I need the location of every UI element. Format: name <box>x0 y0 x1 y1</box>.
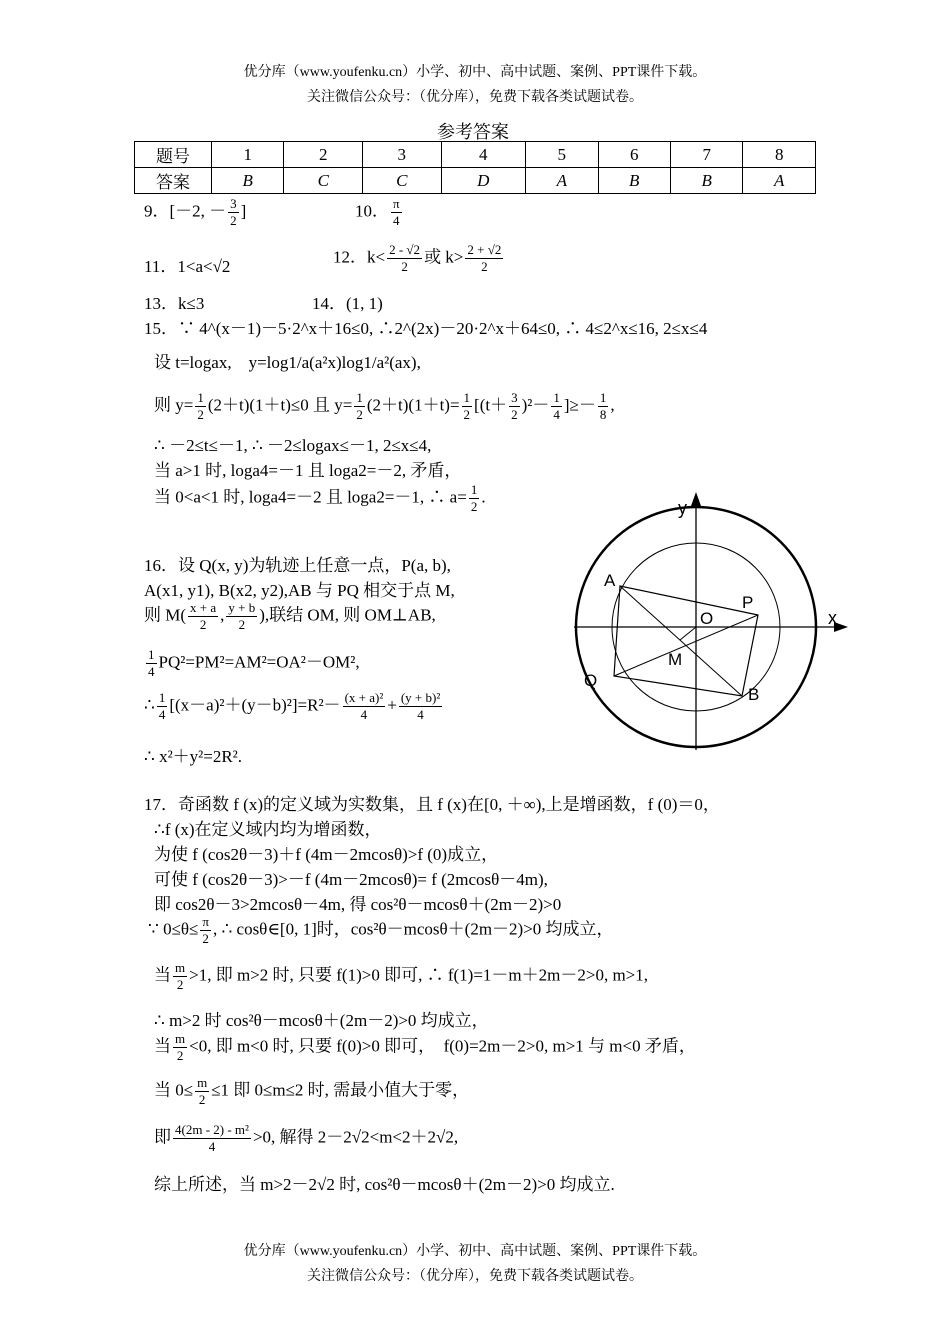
table-cell: 7 <box>670 142 742 168</box>
table-cell: B <box>598 168 670 194</box>
q17-line-9: 当 $\frac{m}{2}$ <0, 即 m<0 时, 只要 f(0)>0 即可， f(0)=2m－2>0, m>1 与 m<0 矛盾， <box>154 1031 696 1063</box>
q17-line-5: 即 cos2θ－3>2mcosθ－4m, 得 cos²θ－mcosθ＋(2m－2)>0 <box>154 895 562 914</box>
table-row-label: 答案 <box>135 168 212 194</box>
answer-13: 13．k≤3 <box>144 294 205 313</box>
q16-line-6: ∴ x²＋y²=2R². <box>144 747 243 766</box>
q15-line-2: 设 t=logax, y=log1/a(a²x)log1/a²(ax), <box>154 353 421 372</box>
diagram-label: B <box>748 685 760 704</box>
q16-line-2: A(x1, y1), B(x2, y2),AB 与 PQ 相交于点 M, <box>144 581 455 600</box>
table-cell: D <box>441 168 526 194</box>
diagonal-pq <box>614 615 758 676</box>
diagram-label: M <box>668 650 683 669</box>
segment-om <box>680 627 696 640</box>
table-cell: C <box>363 168 442 194</box>
q15-line-4: ∴ －2≤t≤－1, ∴ －2≤logax≤－1, 2≤x≤4, <box>154 436 432 455</box>
table-cell: 4 <box>441 142 526 168</box>
q17-line-11: 即 $\frac{\text{4(2m - 2) - m²}}{4}$ >0, 解得 2－2√2<m<2＋2√2, <box>154 1122 459 1154</box>
q17-line-6: ∵ 0≤θ≤ $\frac{\pi}{2}$ , ∴ cosθ∈[0, 1]时，cos²θ－mcosθ＋(2m－2)>0 均成立， <box>148 914 614 946</box>
q17-line-10: 当 0≤ $\frac{m}{2}$ ≤1 即 0≤m≤2 时, 需最小值大于零， <box>154 1075 470 1107</box>
answer-12: 12．k< $\frac{2 - √2}{2}$ 或 k> $\frac{2 + √2}{2}$ <box>333 242 502 274</box>
diagram-label: A <box>604 571 616 590</box>
header-line-2: 关注微信公众号：（优分库），免费下载各类试题试卷。 <box>307 90 643 105</box>
q17-line-3: 为使 f (cos2θ－3)＋f (4m－2mcosθ)>f (0)成立， <box>154 845 499 864</box>
table-cell: 2 <box>284 142 363 168</box>
q16-line-5: ∴ $\frac{1}{4}$ [(x－a)²＋(y－b)²]=R²－ $\frac{\text{(x + a)²}}{4}$ + $\frac{\text{(y + b)²}}{4}$ <box>144 690 441 722</box>
table-cell: 5 <box>526 142 598 168</box>
table-cell: 8 <box>743 142 816 168</box>
table-cell: 1 <box>212 142 284 168</box>
table-row-label: 题号 <box>135 142 212 168</box>
q15-line-3: 则 y= $\frac{1}{2}$ (2＋t)(1＋t)≤0 且 y= $\frac{1}{2}$ (2＋t)(1＋t)= $\frac{1}{2}$ [(t＋ $\frac{3}{2}$ )²－ $\frac{1}{4}$ ]≥－ $\frac{1}{8}$ , <box>154 390 615 422</box>
q17-line-1: 17．奇函数 f (x)的定义域为实数集，且 f (x)在[0, ＋∞),上是增函数，f (0)＝0， <box>144 795 720 814</box>
q16-line-3: 则 M( $\frac{x + a}{2}$ , $\frac{y + b}{2}$ ),联结 OM, 则 OM⊥AB, <box>144 600 436 632</box>
table-cell: B <box>670 168 742 194</box>
table-cell: A <box>743 168 816 194</box>
answer-11: 11．1<a<√2 <box>144 257 231 276</box>
diagram-label: y <box>678 498 687 518</box>
footer-line-1: 优分库（www.youfenku.cn）小学、初中、高中试题、案例、PPT课件下载。 <box>243 1244 707 1259</box>
table-row-numbers <box>135 142 816 168</box>
table-cell: B <box>212 168 284 194</box>
q17-line-8: ∴ m>2 时 cos²θ－mcosθ＋(2m－2)>0 均成立， <box>154 1011 489 1030</box>
quadrilateral <box>614 586 758 696</box>
q17-line-12: 综上所述，当 m>2－2√2 时, cos²θ－mcosθ＋(2m－2)>0 均成立. <box>154 1175 615 1194</box>
answer-9: 9．[－2, － $\frac{3}{2}$ ] <box>144 196 247 228</box>
q17-line-2: ∴f (x)在定义域内均为增函数， <box>154 820 382 839</box>
table-cell: C <box>284 168 363 194</box>
q16-line-1: 16．设 Q(x, y)为轨迹上任意一点，P(a, b), <box>144 556 451 575</box>
answer-10: 10． $\frac{\pi}{4}$ <box>355 196 400 228</box>
footer-line-2: 关注微信公众号：（优分库），免费下载各类试题试卷。 <box>307 1269 643 1284</box>
q16-line-4: $\frac{1}{4}$ PQ²=PM²=AM²=OA²－OM², <box>148 647 360 679</box>
q17-line-7: 当 $\frac{m}{2}$ >1, 即 m>2 时, 只要 f(1)>0 即可, ∴ f(1)=1－m＋2m－2>0, m>1, <box>154 960 649 992</box>
diagram-label: Q <box>584 671 598 690</box>
table-row-answers <box>135 168 816 194</box>
q15-line-1: 15．∵ 4^(x－1)－5·2^x＋16≤0, ∴2^(2x)－20·2^x＋64≤0, ∴ 4≤2^x≤16, 2≤x≤4 <box>144 319 708 338</box>
table-cell: 3 <box>363 142 442 168</box>
diagram-label: x <box>828 608 837 628</box>
table-cell: 6 <box>598 142 670 168</box>
circle-diagram <box>570 488 850 758</box>
q17-line-4: 可使 f (cos2θ－3)>－f (4m－2mcosθ)= f (2mcosθ－4m), <box>154 870 548 889</box>
answer-14: 14．(1, 1) <box>312 294 383 313</box>
page-title: 参考答案 <box>437 122 509 142</box>
q15-line-6: 当 0<a<1 时, loga4=－2 且 loga2=－1, ∴ a= $\frac{1}{2}$ . <box>154 482 486 514</box>
diagram-label: O <box>700 609 714 628</box>
answer-table <box>134 141 816 194</box>
y-axis-arrow <box>691 492 701 506</box>
header-line-1: 优分库（www.youfenku.cn）小学、初中、高中试题、案例、PPT课件下载。 <box>243 65 707 80</box>
q15-line-5: 当 a>1 时, loga4=－1 且 loga2=－2, 矛盾， <box>154 461 462 480</box>
diagram-label: P <box>742 593 754 612</box>
table-cell: A <box>526 168 598 194</box>
